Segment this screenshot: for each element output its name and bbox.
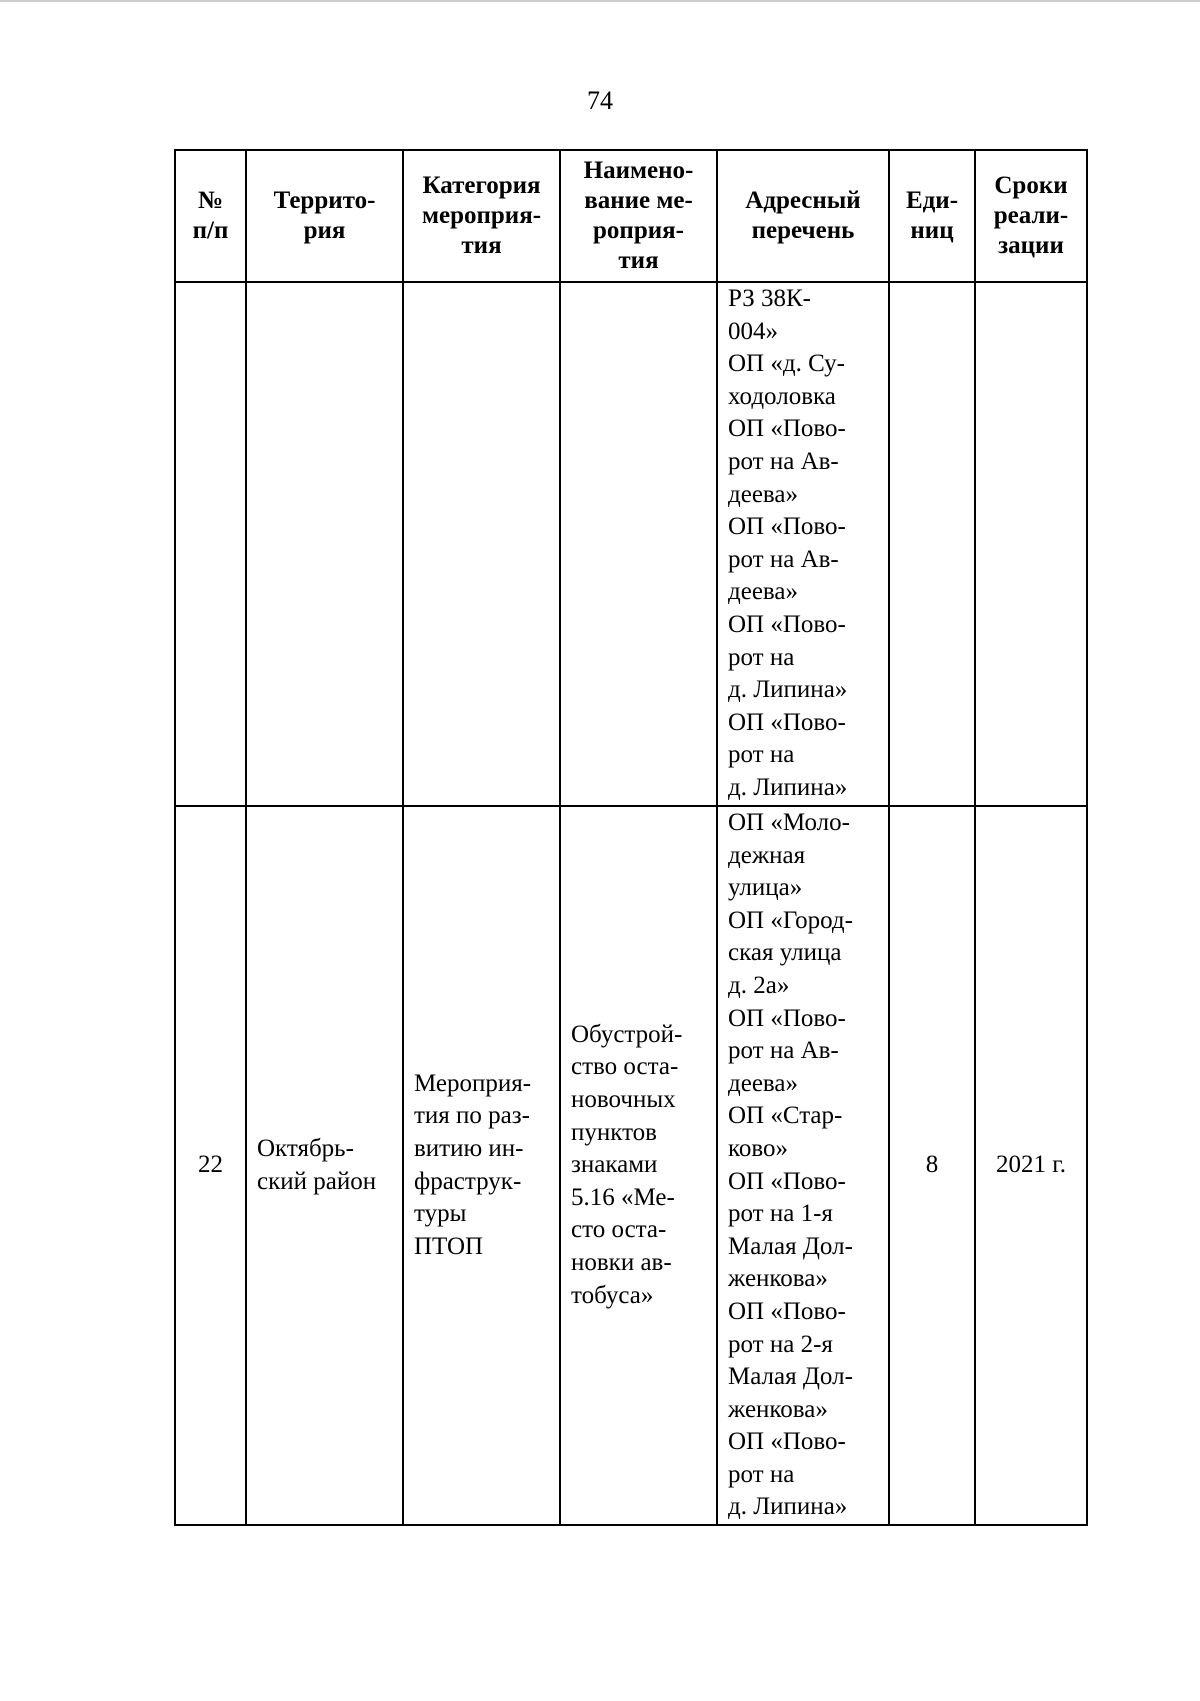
cell-terms [975,282,1087,806]
table-row [175,806,1087,1525]
header-name: Наимено- вание ме- роприя- тия [560,150,717,282]
table-header-row [175,150,1087,282]
cell-units: 8 [889,806,975,1525]
cell-address: РЗ 38К- 004» ОП «д. Су- ходоловка ОП «Пово- рот на Ав- деева» ОП «Пово- рот на Ав- деева» ОП «Пово- рот на д. Липина» ОП «Пово- рот на д. Липина» [717,282,889,806]
cell-terms: 2021 г. [975,806,1087,1525]
table-row [175,282,1087,806]
header-units: Еди- ниц [889,150,975,282]
cell-units [889,282,975,806]
cell-category [403,282,560,806]
page-number: 74 [587,86,613,115]
header-terms: Сроки реали- зации [975,150,1087,282]
header-territory: Террито- рия [246,150,403,282]
cell-num: 22 [175,806,246,1525]
header-num: № п/п [175,150,246,282]
cell-num [175,282,246,806]
top-rule [0,0,1200,2]
cell-territory [246,282,403,806]
header-address: Адресный перечень [717,150,889,282]
header-category: Категория мероприя- тия [403,150,560,282]
cell-category: Мероприя- тия по раз- витию ин- фраструк- туры ПТОП [403,806,560,1525]
cell-address: ОП «Моло- дежная улица» ОП «Город- ская улица д. 2а» ОП «Пово- рот на Ав- деева» ОП «Стар- ково» ОП «Пово- рот на 1-я Малая Дол- женкова» ОП «Пово- рот на 2-я Малая Дол- женкова» ОП «Пово- рот на д. Липина» [717,806,889,1525]
cell-name [560,282,717,806]
events-table [174,149,1088,1526]
cell-name: Обустрой- ство оста- новочных пунктов знаками 5.16 «Ме- сто оста- новки ав- тобуса» [560,806,717,1525]
cell-territory: Октябрь- ский район [246,806,403,1525]
